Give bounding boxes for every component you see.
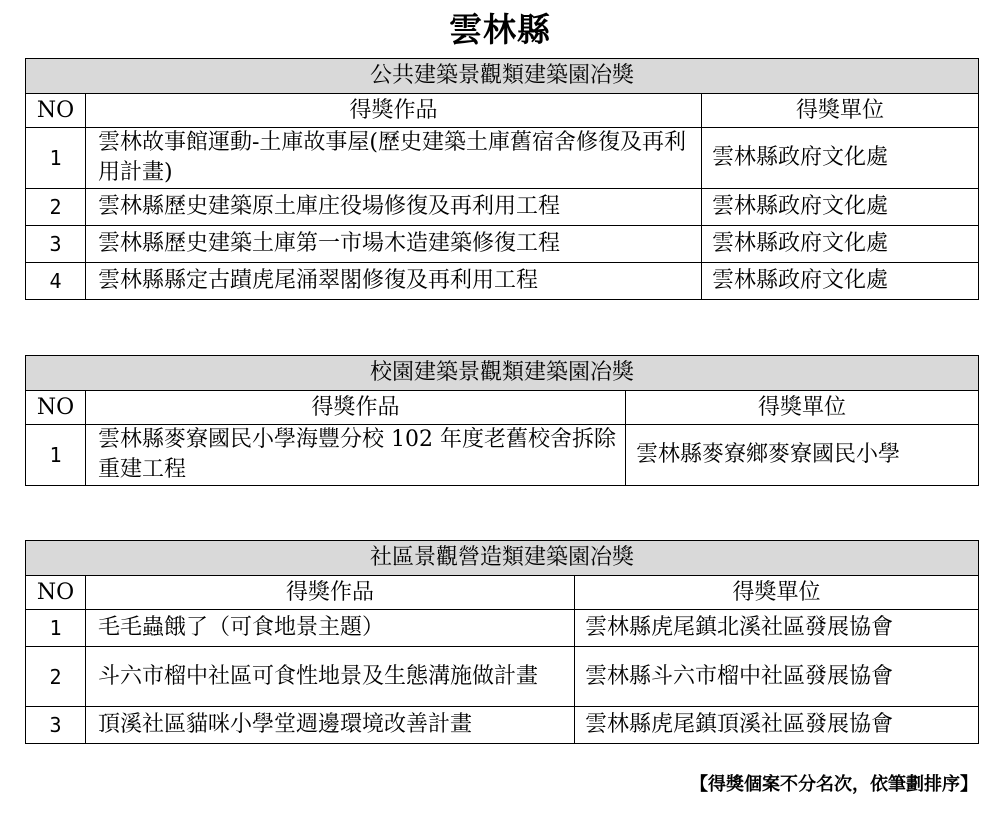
row-work: 頂溪社區貓咪小學堂週邊環境改善計畫 <box>86 707 575 744</box>
award-table-public <box>25 58 979 300</box>
row-unit: 雲林縣虎尾鎮頂溪社區發展協會 <box>575 707 979 744</box>
table-row <box>26 263 979 300</box>
row-unit: 雲林縣虎尾鎮北溪社區發展協會 <box>575 610 979 647</box>
table-row <box>26 707 979 744</box>
row-work: 毛毛蟲餓了（可食地景主題） <box>86 610 575 647</box>
row-unit: 雲林縣斗六市榴中社區發展協會 <box>575 647 979 707</box>
row-unit: 雲林縣政府文化處 <box>702 189 979 226</box>
table-row <box>26 647 979 707</box>
row-work: 雲林縣縣定古蹟虎尾涌翠閣修復及再利用工程 <box>86 263 702 300</box>
category-header: 公共建築景觀類建築園冶獎 <box>26 59 979 94</box>
row-unit: 雲林縣麥寮鄉麥寮國民小學 <box>626 425 979 486</box>
table-row <box>26 226 979 263</box>
column-header-unit: 得獎單位 <box>575 576 979 610</box>
row-work: 雲林縣歷史建築土庫第一市場木造建築修復工程 <box>86 226 702 263</box>
award-table-community <box>25 540 979 744</box>
row-work: 雲林縣麥寮國民小學海豐分校 102 年度老舊校舍拆除重建工程 <box>86 425 626 486</box>
row-no: 1 <box>26 425 86 486</box>
row-work: 雲林縣歷史建築原土庫庄役場修復及再利用工程 <box>86 189 702 226</box>
column-header-no: NO <box>26 391 86 425</box>
row-work: 斗六市榴中社區可食性地景及生態溝施做計畫 <box>86 647 575 707</box>
footnote: 【得獎個案不分名次，依筆劃排序】 <box>690 774 978 795</box>
row-unit: 雲林縣政府文化處 <box>702 226 979 263</box>
column-header-work: 得獎作品 <box>86 391 626 425</box>
category-header: 社區景觀營造類建築園冶獎 <box>26 541 979 576</box>
column-header-work: 得獎作品 <box>86 94 702 128</box>
row-work: 雲林故事館運動-土庫故事屋(歷史建築土庫舊宿舍修復及再利用計畫) <box>86 128 702 189</box>
column-header-no: NO <box>26 576 86 610</box>
row-no: 4 <box>26 263 86 300</box>
award-table-campus <box>25 355 979 486</box>
table-row <box>26 128 979 189</box>
table-row <box>26 610 979 647</box>
category-header: 校園建築景觀類建築園冶獎 <box>26 356 979 391</box>
row-no: 2 <box>26 189 86 226</box>
page-title: 雲林縣 <box>449 10 551 49</box>
row-no: 2 <box>26 647 86 707</box>
table-row <box>26 425 979 486</box>
column-header-work: 得獎作品 <box>86 576 575 610</box>
column-header-unit: 得獎單位 <box>702 94 979 128</box>
table-row <box>26 189 979 226</box>
row-no: 1 <box>26 128 86 189</box>
row-unit: 雲林縣政府文化處 <box>702 128 979 189</box>
row-no: 3 <box>26 226 86 263</box>
row-no: 1 <box>26 610 86 647</box>
column-header-no: NO <box>26 94 86 128</box>
row-no: 3 <box>26 707 86 744</box>
column-header-unit: 得獎單位 <box>626 391 979 425</box>
row-unit: 雲林縣政府文化處 <box>702 263 979 300</box>
